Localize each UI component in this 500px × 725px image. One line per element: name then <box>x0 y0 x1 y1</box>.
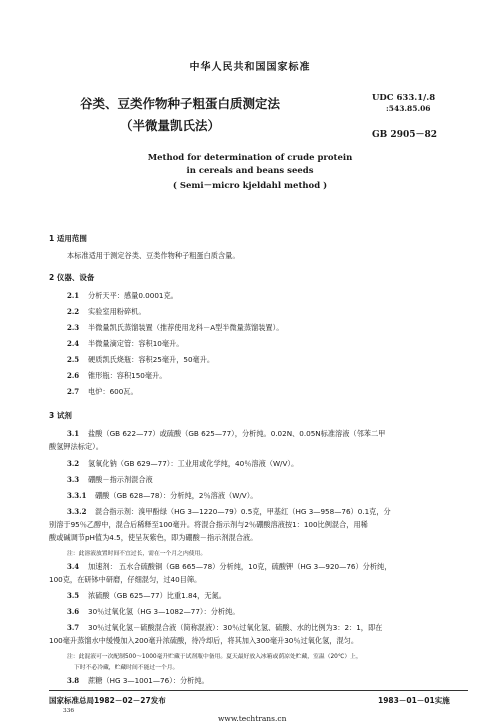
item-text: 实验室用粉碎机。 <box>88 307 146 316</box>
reagent-3-3-text: 硼酸－指示剂混合液 <box>88 475 153 484</box>
note-2: 注：此混液可一次配制500～1000毫升贮藏于试剂瓶中备用。夏天最好放入冰箱或荫凉处贮藏，室温（20℃）上， <box>67 654 362 660</box>
reagent-3-3-2-text-cont: 酸或碱调节pH值为4.5，使呈灰紫色，即为硼酸－指示剂混合液。 <box>49 533 258 542</box>
page-number: 336 <box>63 708 75 714</box>
item-number: 3.3.1 <box>67 491 87 500</box>
item-text: 硬质凯氏烧瓶：容积25毫升，50毫升。 <box>88 355 215 364</box>
item-number: 3.8 <box>67 676 80 685</box>
reagent-3-3-2-text-cont: 别溶于95％乙醇中，混合后稀释至100毫升。将混合指示剂与2％硼酸溶液按1：100比例混合，用稀 <box>49 520 368 529</box>
section-2-heading: 2 仪器、设备 <box>49 273 95 282</box>
item-number: 3.3.2 <box>67 507 87 516</box>
footer-divider <box>49 690 468 691</box>
reagent-3-7-text-cont: 100毫升蒸馏水中缓慢加入200毫升浓硫酸，待冷却后，将其加入300毫升30％过氧化氢，混匀。 <box>49 636 359 645</box>
item-number: 3.6 <box>67 607 80 616</box>
reagent-3-3-1-text: 硼酸（GB 628—78）：分析纯，2％溶液（W/V）。 <box>95 491 258 500</box>
item-number: 2.4 <box>67 339 80 348</box>
item-number: 2.6 <box>67 371 80 380</box>
reagent-3-4-text-cont: 100克，在研钵中研磨，仔细混匀，过40目筛。 <box>49 575 202 584</box>
document-subtitle: （半微量凯氏法） <box>120 118 221 133</box>
reagent-3-5-text: 浓硫酸（GB 625—77）比重1.84，无氮。 <box>88 591 226 600</box>
section-3-heading: 3 试剂 <box>49 411 72 420</box>
reagent-3-1-text-cont: 酸氢钾法标定）。 <box>49 442 103 451</box>
issue-date: 国家标准总局1982－02－27发布 <box>49 696 166 705</box>
item-text: 电炉：600瓦。 <box>88 387 138 396</box>
item-number: 3.4 <box>67 562 80 571</box>
item-text: 半微量凯氏蒸馏装置（推荐使用龙科－A型半微量蒸馏装置）。 <box>88 323 284 332</box>
udc-code: UDC 633.1/.8 <box>372 93 436 103</box>
english-title-line1: Method for determination of crude protein <box>147 153 353 163</box>
reagent-3-3-2-text: 混合指示剂：溴甲酚绿（HG 3—1220—79）0.5克，甲基红（HG 3—958—76）0.1克，分 <box>95 507 391 516</box>
item-text: 半微量滴定管：容积10毫升。 <box>88 339 184 348</box>
standard-org-heading: 中华人民共和国国家标准 <box>189 62 311 73</box>
item-number: 3.2 <box>67 459 80 468</box>
item-number: 2.5 <box>67 355 80 364</box>
reagent-3-4-text: 加速剂： 五水合硫酸铜（GB 665—78）分析纯，10克，硫酸钾（HG 3—920—76）分析纯， <box>88 562 392 571</box>
item-number: 3.7 <box>67 623 80 632</box>
item-number: 3.5 <box>67 591 80 600</box>
udc-code-continued: :543.85.06 <box>386 104 431 113</box>
note-1: 注：此溶液放置时间不宜过长，需在一个月之内使用。 <box>67 551 207 557</box>
english-title-line2: in cereals and beans seeds <box>186 166 314 176</box>
note-2-cont: 下时不必冷藏，贮藏时间不能过一个月。 <box>74 665 179 671</box>
item-number: 2.7 <box>67 387 80 396</box>
document-title: 谷类、豆类作物种子粗蛋白质测定法 <box>80 96 281 111</box>
reagent-3-8-text: 蔗糖（HG 3—1001—76）：分析纯。 <box>88 676 209 685</box>
item-text: 分析天平：感量0.0001克。 <box>88 291 178 300</box>
reagent-3-2-text: 氢氧化钠（GB 629—77）：工业用或化学纯，40％溶液（W/V）。 <box>88 459 299 468</box>
gb-code: GB 2905－82 <box>372 130 437 140</box>
item-number: 3.3 <box>67 475 80 484</box>
website-watermark: www.techtrans.cn <box>218 714 287 723</box>
item-number: 2.2 <box>67 307 80 316</box>
reagent-3-7-text: 30％过氧化氢－硫酸混合液（简称混液）：30％过氧化氢、硫酸、水的比例为3：2：1，即在 <box>88 623 383 632</box>
item-number: 3.1 <box>67 429 80 438</box>
section-1-text: 本标准适用于测定谷类、豆类作物种子粗蛋白质含量。 <box>67 251 240 260</box>
item-text: 锥形瓶：容积150毫升。 <box>88 371 167 380</box>
reagent-3-6-text: 30％过氧化氢（HG 3—1082—77）：分析纯。 <box>88 607 240 616</box>
english-title-line3: ( Semi－micro kjeldahl method ) <box>172 181 328 191</box>
item-number: 2.3 <box>67 323 80 332</box>
section-1-heading: 1 适用范围 <box>49 234 87 243</box>
reagent-3-1-text: 盐酸（GB 622—77）或硫酸（GB 625—77），分析纯。0.02N、0.05N标准溶液（邻苯二甲 <box>88 429 386 438</box>
effective-date: 1983－01－01实施 <box>378 696 450 705</box>
item-number: 2.1 <box>67 291 80 300</box>
